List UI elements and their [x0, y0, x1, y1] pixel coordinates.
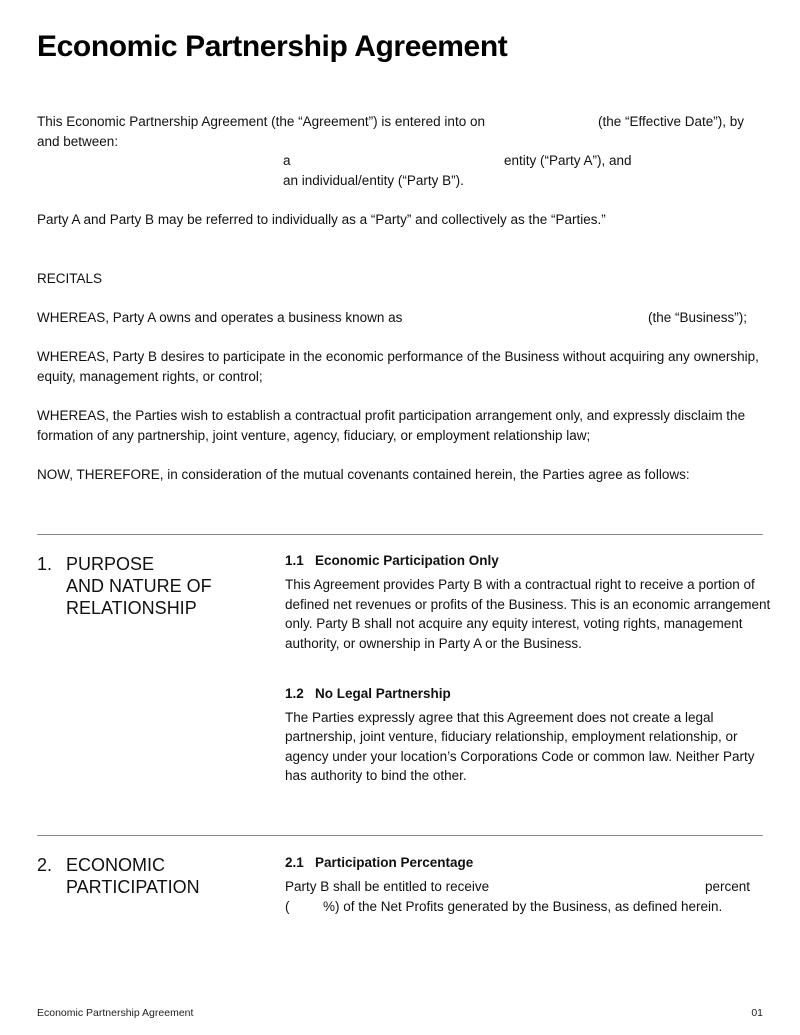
intro-line-5: Party A and Party B may be referred to individually as a “Party” and collectively as the “Parties.” — [37, 212, 606, 227]
s1-2-line: The Parties expressly agree that this Agreement does not create a legal — [285, 710, 714, 725]
s2-1-line-1b: percent — [705, 879, 751, 894]
intro-line-3a: a — [283, 153, 291, 168]
s1-2-line: agency under your location’s Corporations Code or common law. Neither Party — [285, 749, 755, 764]
recital-3a: WHEREAS, the Parties wish to establish a contractual profit participation arrangement only, and expressly disclaim the — [37, 408, 746, 423]
subsection-title: Participation Percentage — [315, 855, 474, 870]
s2-1-line-1a: Party B shall be entitled to receive — [285, 879, 490, 894]
recital-2a: WHEREAS, Party B desires to participate in the economic performance of the Business without acquiring any ownership, — [37, 349, 759, 364]
subsection-2-1-heading — [285, 855, 473, 870]
section-divider — [37, 835, 763, 836]
section-divider — [37, 534, 763, 535]
subsection-number: 1.2 — [285, 686, 304, 701]
intro-line-1b: (the “Effective Date”), by — [598, 114, 745, 129]
subsection-title: Economic Participation Only — [315, 553, 499, 568]
intro-line-3b: entity (“Party A”), and — [504, 153, 632, 168]
s2-1-line-2b: %) of the Net Profits generated by the Business, as defined herein. — [323, 899, 723, 914]
recital-3b: formation of any partnership, joint venture, agency, fiduciary, or employment relationship law; — [37, 428, 591, 443]
footer-document-name: Economic Partnership Agreement — [37, 1007, 194, 1019]
recital-4: NOW, THEREFORE, in consideration of the mutual covenants contained herein, the Parties agree as follows: — [37, 467, 690, 482]
s1-1-line: authority, or ownership in Party A or the Business. — [285, 636, 582, 651]
intro-line-4: an individual/entity (“Party B”). — [283, 173, 464, 188]
document-title: Economic Partnership Agreement — [37, 30, 508, 63]
subsection-1-2-heading — [285, 686, 451, 701]
footer-page-number: 01 — [751, 1007, 763, 1019]
intro-line-2: and between: — [37, 134, 119, 149]
subsection-number: 2.1 — [285, 855, 304, 870]
s1-1-line: only. Party B shall not acquire any equity interest, voting rights, management — [285, 616, 743, 631]
section-1-number: 1. — [37, 554, 53, 574]
subsection-1-1-heading — [285, 553, 499, 568]
s1-1-line: This Agreement provides Party B with a contractual right to receive a portion of — [285, 577, 755, 592]
recital-2b: equity, management rights, or control; — [37, 369, 263, 384]
section-2-number: 2. — [37, 855, 53, 875]
intro-line-1a: This Economic Partnership Agreement (the “Agreement”) is entered into on — [37, 114, 485, 129]
recitals-heading: RECITALS — [37, 271, 103, 286]
s1-2-line: has authority to bind the other. — [285, 768, 467, 783]
section-1-title: PURPOSE AND NATURE OF RELATIONSHIP — [66, 554, 212, 618]
s1-1-line: defined net revenues or profits of the Business. This is an economic arrangement — [285, 597, 771, 612]
s2-1-line-2a: ( — [285, 899, 290, 914]
section-2-title: ECONOMIC PARTICIPATION — [66, 855, 200, 897]
s1-2-line: partnership, joint venture, fiduciary relationship, employment relationship, or — [285, 729, 738, 744]
subsection-title: No Legal Partnership — [315, 686, 451, 701]
recital-1a: WHEREAS, Party A owns and operates a business known as — [37, 310, 403, 325]
recital-1b: (the “Business”); — [648, 310, 748, 325]
subsection-number: 1.1 — [285, 553, 304, 568]
